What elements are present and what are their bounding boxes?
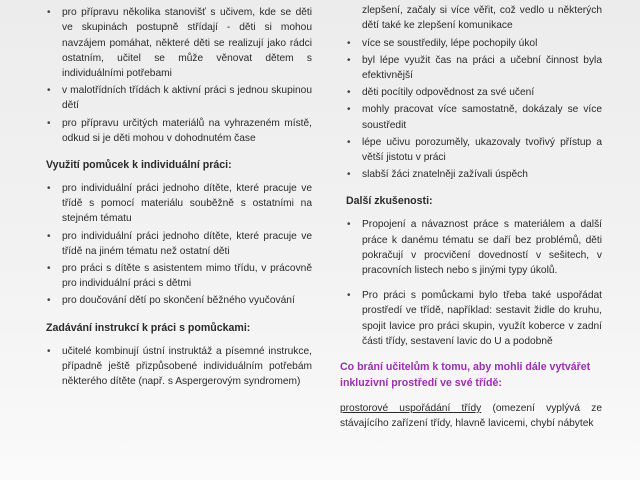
list-item: • pro individuální práci jednoho dítěte, které pracuje ve třídě na jiném tématu než ostatní děti [40,229,312,259]
list-item: • v malotřídních třídách k aktivní práci s jednou skupinou dětí [40,83,312,113]
list-item: • pro individuální práci jednoho dítěte, které pracuje ve třídě s pomocí materiálu souběžně s ostatními na stejném tématu [40,181,312,227]
list-item: • děti pocítily odpovědnost za své učení [340,85,602,100]
list-item: • zlepšení, začaly si více věřit, což vedlo u některých dětí také ke zlepšení komunikace [340,0,602,34]
list-item: • pro přípravu určitých materiálů na vyhrazeném místě, odkud si je děti mohou v dohodnutém čase [40,116,312,146]
list-item: • byl lépe využit čas na práci a učební činnost byla efektivnější [340,53,602,83]
list-item: • více se soustředily, lépe pochopily úkol [340,36,602,51]
list-item: • Pro práci s pomůckami bylo třeba také uspořádat prostředí ve třídě, například: sestavit židle do kruhu, spojit lavice pro práci skupin, využít koberce v zadní části třídy, sestavení lavic do U a podobně [340,288,602,349]
barrier-term: prostorové uspořádání třídy [340,403,482,415]
right-top-list [340,0,602,182]
section-heading-instructions: Zadávání instrukcí k práci s pomůckami: [46,321,251,334]
list-item: • pro práci s dítěte s asistentem mimo třídu, v prácovně pro individuální práci s dětmi [40,261,312,291]
barrier-text: (omezení vyplývá ze stávajícího zařízení třídy, hlavně lavicemi, chybí nábytek [340,403,602,430]
list-item: • mohly pracovat více samostatně, dokázaly se více soustředit [340,102,602,132]
list-item: • Propojení a návaznost práce s materiálem a další práce k danému tématu se daří bez problémů, děti pokračují v procvičení dovedností v sešitech, v pracovních listech nebo s jinými typy úkolů. [340,217,602,278]
list-item: • lépe učivu porozuměly, ukazovaly tvořivý přístup a větší jistotu v práci [340,135,602,165]
section-heading-individual-work: Využití pomůcek k individuální práci: [46,159,232,172]
list-item: • pro přípravu několika stanovišť s učivem, kde se děti ve skupinách postupně střídají - děti si mohou navzájem pomáhat, některé děti se realizují jako rádci ostatním, učitel se může věnovat dětem s individuálními potřebami [40,5,312,81]
list-item [40,0,312,3]
individual-work-list [40,181,312,309]
left-top-list [40,0,312,146]
barrier-paragraph [340,401,602,431]
list-item: • učitelé kombinují ústní instruktáž a písemné instrukce, případně ještě přizpůsobené individuálním potřebám některého dítěte (např. s Aspergerovým syndromem) [40,344,312,390]
list-item: • pro doučování dětí po skončení běžného vyučování [40,293,312,308]
question-heading: Co brání učitelům k tomu, aby mohli dále vytvářet inkluzivní prostředí ve své třídě: [340,361,591,390]
left-column [40,0,312,391]
right-column [340,0,602,431]
list-item: • slabší žáci znatelněji zažívali úspěch [340,167,602,182]
instructions-list [40,344,312,390]
experience-list [340,217,602,349]
section-heading-experience: Další zkušenosti: [346,195,433,208]
